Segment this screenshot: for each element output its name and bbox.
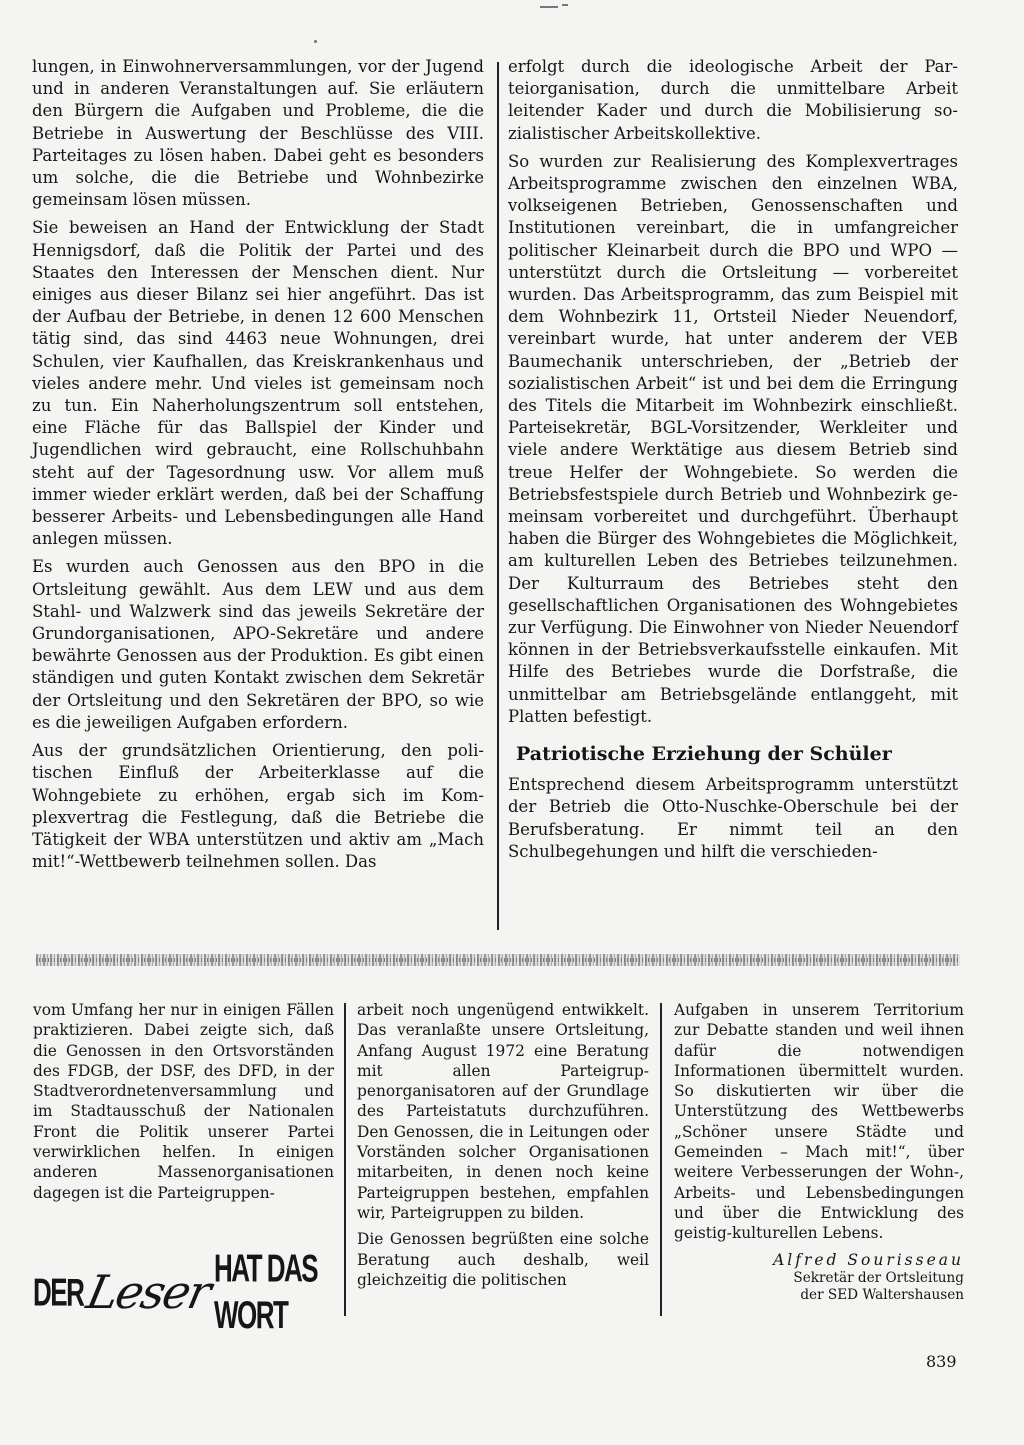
article-column-left	[32, 56, 484, 879]
paragraph: Es wurden auch Genossen aus den BPO in die Ortsleitung gewählt. Aus dem LEW und aus dem Stahl- und Walzwerk sind das jeweils Sekretäre der Grundorganisationen, APO-Sekretäre und andere bewährte Genossen aus der Produktion. Es gibt einen ständigen und guten Kontakt zwischen dem Sekretär der Ortsleitung und den Sekretären der BPO, so wie es die jeweiligen Aufgaben erfordern.	[32, 557, 484, 732]
letter-column-3	[674, 1000, 964, 1304]
paragraph: erfolgt durch die ideologische Arbeit der Parteiorganisation, durch die unmittelbare Arbeit leitender Kader und durch die Mobilisierung sozialistischer Arbeitskollektive.	[508, 57, 958, 143]
author-signature	[674, 1250, 964, 1304]
author-role: der SED Waltershausen	[800, 1286, 964, 1303]
article-column-right	[508, 56, 958, 869]
paragraph: Sie beweisen an Hand der Entwicklung der Stadt Hennigsdorf, daß die Politik der Partei und des Staates den Interessen der Menschen dient. Nur einiges aus dieser Bilanz sei hier angeführt. Das ist der Aufbau der Betriebe, in denen 12 600 Menschen tätig sind, das sind 4463 neue Wohnungen, drei Schulen, vier Kaufhallen, das Kreiskrankenhaus und vieles andere mehr. Und vieles ist gemeinsam noch zu tun. Ein Naherholungszentrum soll entstehen, eine Fläche für das Ballspiel der Kinder und Jugendlichen wird gebraucht, eine Rollschuhbahn steht auf der Tagesordnung usw. Vor allem muß immer wieder erklärt werden, daß bei der Schaffung besserer Arbeits- und Lebensbedingungen alle Hand anlegen müssen.	[32, 218, 484, 549]
column-divider	[660, 1003, 662, 1316]
paragraph: Entsprechend diesem Arbeitsprogramm unterstützt der Betrieb die Otto-Nuschke-Oberschule bei der Berufsberatung. Er nimmt teil an den Schulbegehungen und hilft die verschieden-	[508, 775, 958, 861]
masthead-left: DER	[33, 1268, 84, 1314]
column-divider	[497, 62, 499, 930]
paragraph: Aufgaben in unserem Territorium zur Debatte standen und weil ihnen dafür die notwendigen Informationen übermittelt wurden. So diskutierten wir über die Unterstützung des Wettbewerbs „Schöner unsere Städte und Gemeinden – Mach mit!“, über weitere Verbesserungen der Wohn-, Arbeits- und Lebensbedingungen und über die Entwicklung des geistig-kulturellen Lebens.	[674, 1001, 964, 1243]
paragraph: Die Genossen begrüßten eine solche Beratung auch deshalb, weil gleichzeitig die politischen	[357, 1230, 649, 1289]
paragraph: Aus der grundsätzlichen Orientierung, den politischen Einfluß der Arbeiterklasse auf die Wohngebiete zu erhöhen, ergab sich im Komplexvertrag die Festlegung, daß die Betriebe die Tätigkeit der WBA unterstützen und aktiv am „Mach mit!“-Wettbewerb teilnehmen sollen. Das	[32, 741, 484, 872]
letter-column-2	[357, 1000, 649, 1296]
column-divider	[344, 1003, 346, 1316]
masthead-script: Leser	[82, 1265, 215, 1319]
reader-section-masthead	[33, 1245, 333, 1337]
paragraph: lungen, in Einwohnerversammlungen, vor der Jugend und in anderen Veranstaltungen auf. Sie erläutern den Bürgern die Aufgaben und Probleme, die die Betriebe in Auswertung der Beschlüsse des VIII. Parteitages zu lösen haben. Dabei geht es besonders um solche, die die Betriebe und Wohnbezirke gemeinsam lösen müssen.	[32, 57, 484, 210]
paragraph: So wurden zur Realisierung des Komplexvertrages Arbeitsprogramme zwischen den einzelnen WBA, volkseigenen Betrieben, Genossenschaften und Institutionen vereinbart, die in umfangreicher politischer Kleinarbeit durch die BPO und WPO — unterstützt durch die Ortsleitung — vorbereitet wurden. Das Arbeitsprogramm, das zum Beispiel mit dem Wohnbezirk 11, Ortsteil Nieder Neuendorf, vereinbart wurde, hat unter anderem der VEB Baumechanik unterschrieben, der „Betrieb der sozialistischen Arbeit“ ist und bei dem die Erringung des Titels die Mitarbeit im Wohnbezirk einschließt. Parteisekretär, BGL-Vorsitzender, Werkleiter und viele andere Werktätige aus diesem Betrieb sind treue Helfer der Wohngebiete. So werden die Betriebsfestspiele durch Betrieb und Wohnbezirk gemeinsam vorbereitet und durchgeführt. Überhaupt haben die Bürger des Wohngebietes die Möglichkeit, am kulturellen Leben des Betriebes teilzunehmen. Der Kulturraum des Betriebes steht den gesellschaftlichen Organisationen des Wohngebietes zur Verfügung. Die Einwohner von Nieder Neuendorf können in der Betriebsverkaufsstelle einkaufen. Mit Hilfe des Betriebes wurde die Dorfstraße, die unmittelbar am Betriebsgelände entlanggeht, mit Platten befestigt.	[508, 151, 958, 726]
scan-dot	[314, 40, 317, 43]
paragraph: vom Umfang her nur in einigen Fällen praktizieren. Dabei zeigte sich, daß die Genossen in den Ortsvorständen des FDGB, der DSF, des DFD, in der Stadtverordnetenversammlung und im Stadtausschuß der Nationalen Front die Politik unserer Partei verwirklichen helfen. In einigen anderen Massenorganisationen dagegen ist die Parteigruppen-	[33, 1001, 334, 1202]
letter-column-1	[33, 1000, 334, 1209]
scan-mark	[540, 6, 558, 8]
section-heading: Patriotische Erziehung der Schüler	[516, 743, 892, 766]
masthead-right: HAT DAS WORT	[214, 1245, 318, 1337]
author-name: Alfred Sourisseau	[773, 1250, 964, 1269]
decorative-separator-band	[36, 954, 960, 966]
author-role: Sekretär der Ortsleitung	[793, 1269, 964, 1286]
scan-mark	[562, 4, 568, 6]
page-number: 839	[926, 1352, 957, 1371]
paragraph: arbeit noch ungenügend entwikkelt. Das veranlaßte unsere Ortsleitung, Anfang August 1972 eine Beratung mit allen Parteigruppenorganisatoren auf der Grundlage des Parteistatuts durchzuführen. Den Genossen, die in Leitungen oder Vorständen solcher Organisationen mitarbeiten, in denen noch keine Parteigruppen bestehen, empfahlen wir, Parteigruppen zu bilden.	[357, 1001, 649, 1222]
